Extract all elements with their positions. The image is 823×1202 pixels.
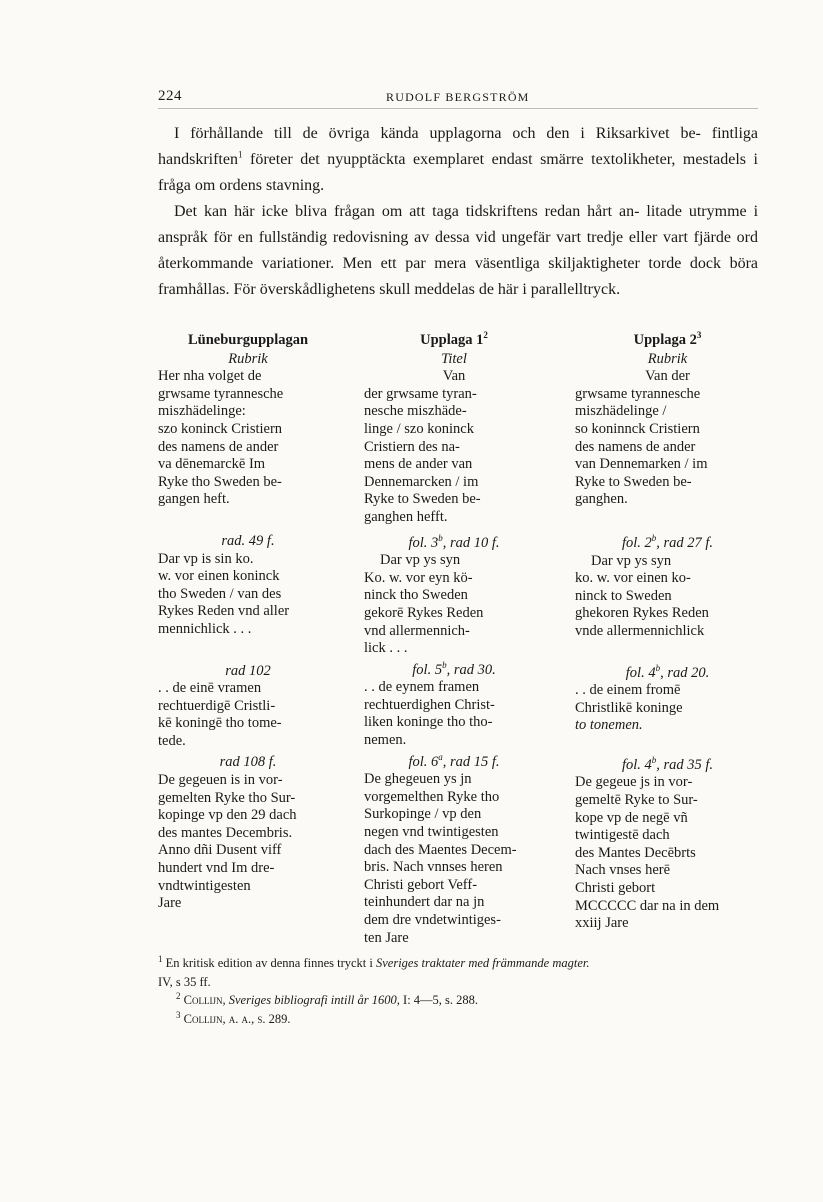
text-line: to tonemen. xyxy=(575,717,643,734)
text-line: litade utrymme i anspråk för en fullständig redovisning av dessa vid xyxy=(158,203,759,246)
text-line: so koninnck Cristiern xyxy=(575,420,700,437)
footnote-mark: 2 xyxy=(176,990,181,1001)
text-line: ganghen. xyxy=(575,491,628,508)
text-line: MCCCCC dar na in dem xyxy=(575,897,720,914)
footnote-text: Collijn, a. a., s. 289. xyxy=(183,1011,291,1026)
text-line: Det kan här icke bliva frågan om att taga tidskriftens redan hårt an- xyxy=(174,203,640,220)
intro-paragraph-2 xyxy=(158,199,758,303)
text-line: De ghegeuen ys jn xyxy=(364,771,472,788)
text-line: miszhädelinge: xyxy=(158,403,246,420)
text-line: ninck to Sweden xyxy=(575,587,672,604)
text-line: miszhädelinge / xyxy=(575,403,667,420)
text-line: Surkopinge / vp den xyxy=(364,806,482,823)
text-line: Nach vnses herē xyxy=(575,862,671,879)
text-line: kope vp de negē vñ xyxy=(575,809,688,826)
text-line: Dar vp ys syn xyxy=(380,552,461,569)
text-line: der grwsame tyran- xyxy=(364,385,477,402)
footnote-title: Sveriges traktater med främmande magter. xyxy=(376,956,590,970)
text-line: lick . . . xyxy=(364,640,408,657)
column-upplaga-1 xyxy=(364,332,544,963)
text-line: Her nha volget de xyxy=(158,368,262,385)
footnote-text: IV, s 35 ff. xyxy=(158,974,211,989)
segment-4 xyxy=(575,757,760,933)
segment-label: rad 108 f. xyxy=(219,754,277,771)
text-line: bris. Nach vnnses heren xyxy=(364,859,503,876)
segment-rubrik xyxy=(158,351,338,509)
text-line: vnde allermennichlick xyxy=(575,622,705,639)
text-line: gemeltē Ryke to Sur- xyxy=(575,792,698,809)
text-line: twintigestē dach xyxy=(575,827,670,844)
column-heading xyxy=(575,332,760,350)
text-line: Van xyxy=(442,368,466,385)
text-line: nesche miszhäde- xyxy=(364,403,467,420)
text-line: hundert vnd Im dre- xyxy=(158,860,275,877)
text-line: mennichlick . . . xyxy=(158,620,252,637)
text-line: De gegeue js in vor- xyxy=(575,774,693,791)
text-line: tho Sweden / van des xyxy=(158,585,282,602)
text-line: Rykes Reden vnd aller xyxy=(158,603,290,620)
heading-text: Upplaga 1 xyxy=(420,332,484,348)
segment-titel xyxy=(364,351,544,527)
text-line: szo koninck Cristiern xyxy=(158,420,283,437)
column-luneburg xyxy=(158,332,338,929)
text-line: mens de ander van xyxy=(364,456,473,473)
text-line: företer det nyupptäckta exemplaret endast smärre xyxy=(242,151,584,168)
page-number: 224 xyxy=(158,88,182,104)
segment-2 xyxy=(364,532,544,658)
text-line: kopinge vp den 29 dach xyxy=(158,807,297,824)
column-heading xyxy=(364,332,544,350)
text-line: Ryke to Sweden be- xyxy=(575,473,692,490)
text-line: Ryke tho Sweden be- xyxy=(158,473,282,490)
text-line: Anno dñi Dusent viff xyxy=(158,842,282,859)
text-line: Van der xyxy=(645,368,690,385)
text-line: van Dennemarken / im xyxy=(575,456,708,473)
segment-3 xyxy=(364,659,544,750)
text-line: negen vnd twintigesten xyxy=(364,824,499,841)
segment-label: fol. 2$^b$, rad 27 f. xyxy=(621,533,714,551)
segment-label: fol. 5$^b$, rad 30. xyxy=(412,659,496,678)
segment-label: fol. 4$^b$, rad 20. xyxy=(625,662,710,681)
segment-label: fol. 3$^b$, rad 10 f. xyxy=(408,532,500,551)
text-line: ghekoren Rykes Reden xyxy=(575,605,709,622)
segment-label: rad 102 xyxy=(225,662,271,679)
segment-3 xyxy=(575,662,760,735)
segment-label: Rubrik xyxy=(228,350,268,367)
segment-label: fol. 6$^a$, rad 15 f. xyxy=(408,751,500,770)
segment-label: fol. 4$^b$, rad 35 f. xyxy=(621,755,714,773)
text-line: . . de einē vramen xyxy=(158,680,262,697)
text-line: Cristiern des na- xyxy=(364,438,460,455)
footnote-mark: 3 xyxy=(176,1009,181,1020)
text-line: teinhundert dar na jn xyxy=(364,894,485,911)
text-line: ten Jare xyxy=(364,929,409,946)
footnote-1 xyxy=(158,954,768,973)
text-line: dach des Maentes Decem- xyxy=(364,841,517,858)
text-line: gangen heft. xyxy=(158,491,230,508)
footnotes xyxy=(158,954,768,1028)
text-line: tede. xyxy=(158,732,186,749)
text-line: vnd allermennich- xyxy=(364,622,470,639)
heading-text: Upplaga 2 xyxy=(633,332,697,348)
intro-paragraph-1 xyxy=(158,121,758,199)
text-line: xxiij Jare xyxy=(575,915,629,932)
footnote-mark: 1 xyxy=(237,149,243,160)
text-line: grwsame tyrannesche xyxy=(158,385,284,402)
footnote-text: I: 4—5, s. 288. xyxy=(399,993,479,1007)
footnote-2 xyxy=(158,991,768,1010)
text-line: ungefär vart tredje eller vart fjärde ord återkommande variationer. Men xyxy=(158,229,759,272)
segment-2 xyxy=(158,533,338,639)
text-line: rechtuerdighen Christ- xyxy=(364,696,495,713)
text-line: des namens de ander xyxy=(575,438,696,455)
text-line: överskådlighetens skull meddelas de här i parallelltryck. xyxy=(259,281,621,298)
column-upplaga-2 xyxy=(575,332,760,949)
text-line: ko. w. vor einen ko- xyxy=(575,570,691,587)
text-line: Christlikē koninge xyxy=(575,699,683,716)
footnote-mark: 3 xyxy=(696,330,702,341)
text-line: ninck tho Sweden xyxy=(364,587,468,604)
segment-label: Titel xyxy=(441,350,467,367)
text-line: dem dre vndetwintiges- xyxy=(364,912,501,928)
segment-label: rad. 49 f. xyxy=(221,532,275,549)
intro-text xyxy=(158,121,758,303)
text-line: des namens de ander xyxy=(158,438,279,455)
column-heading: Lüneburgupplagan xyxy=(187,332,309,348)
text-line: ett par mera väsentliga skiljaktigheter torde dock böra framhållas. För xyxy=(158,255,759,298)
text-line: . . de eynem framen xyxy=(364,679,480,696)
text-line: . . de einem fromē xyxy=(575,682,681,699)
text-line: kē koningē tho tome- xyxy=(158,715,282,732)
text-line: I förhållande till de övriga kända upplagorna och den i Riksarkivet be- xyxy=(174,125,701,142)
text-line: grwsame tyrannesche xyxy=(575,385,701,402)
text-line: nemen. xyxy=(364,732,407,749)
text-line: vorgemelthen Ryke tho xyxy=(364,788,500,805)
text-line: Ko. w. vor eyn kö- xyxy=(364,569,473,586)
footnote-title: Sveriges bibliografi intill år 1600, xyxy=(228,993,400,1007)
text-line: linge / szo koninck xyxy=(364,420,474,437)
running-head-author: RUDOLF BERGSTRÖM xyxy=(386,90,530,104)
text-line: De gegeuen is in vor- xyxy=(158,772,283,789)
segment-4 xyxy=(158,754,338,912)
text-line: des mantes Decembris. xyxy=(158,824,293,841)
running-header xyxy=(158,88,758,109)
text-line: gekorē Rykes Reden xyxy=(364,604,484,621)
text-line: va dēnemarckē Im xyxy=(158,456,266,473)
footnote-mark: 2 xyxy=(483,330,488,341)
segment-rubrik xyxy=(575,351,760,509)
text-line: liken koninge tho tho- xyxy=(364,714,493,731)
text-line: Dennemarcken / im xyxy=(364,473,479,490)
text-line: Dar vp is sin ko. xyxy=(158,550,254,567)
text-line: Jare xyxy=(158,895,182,912)
footnote-text: En kritisk edition av denna finnes tryckt i xyxy=(165,956,376,970)
footnote-3 xyxy=(158,1010,768,1029)
footnote-author: Collijn, xyxy=(183,993,229,1007)
text-line: gemelten Ryke tho Sur- xyxy=(158,789,296,806)
text-line: Dar vp ys syn xyxy=(591,552,672,569)
footnote-mark: 1 xyxy=(158,953,163,964)
segment-2 xyxy=(575,535,760,641)
segment-4 xyxy=(364,751,544,948)
text-line: fintliga handskriften xyxy=(158,125,758,168)
text-line: Ryke to Sweden be- xyxy=(364,491,481,508)
text-line: ganghen hefft. xyxy=(364,508,448,525)
text-line: rechtuerdigē Cristli- xyxy=(158,697,276,714)
footnote-1-cont xyxy=(158,973,768,992)
text-line: Christi gebort xyxy=(575,880,656,897)
segment-label: Rubrik xyxy=(647,350,688,367)
text-line: w. vor einen koninck xyxy=(158,568,280,585)
text-line: textolikheter, mestadels i fråga om ordens stavning. xyxy=(158,151,759,194)
segment-3 xyxy=(158,663,338,751)
text-line: des Mantes Decēbrts xyxy=(575,844,696,861)
text-line: vndtwintigesten xyxy=(158,877,251,894)
text-line: Christi gebort Veff- xyxy=(364,876,478,893)
